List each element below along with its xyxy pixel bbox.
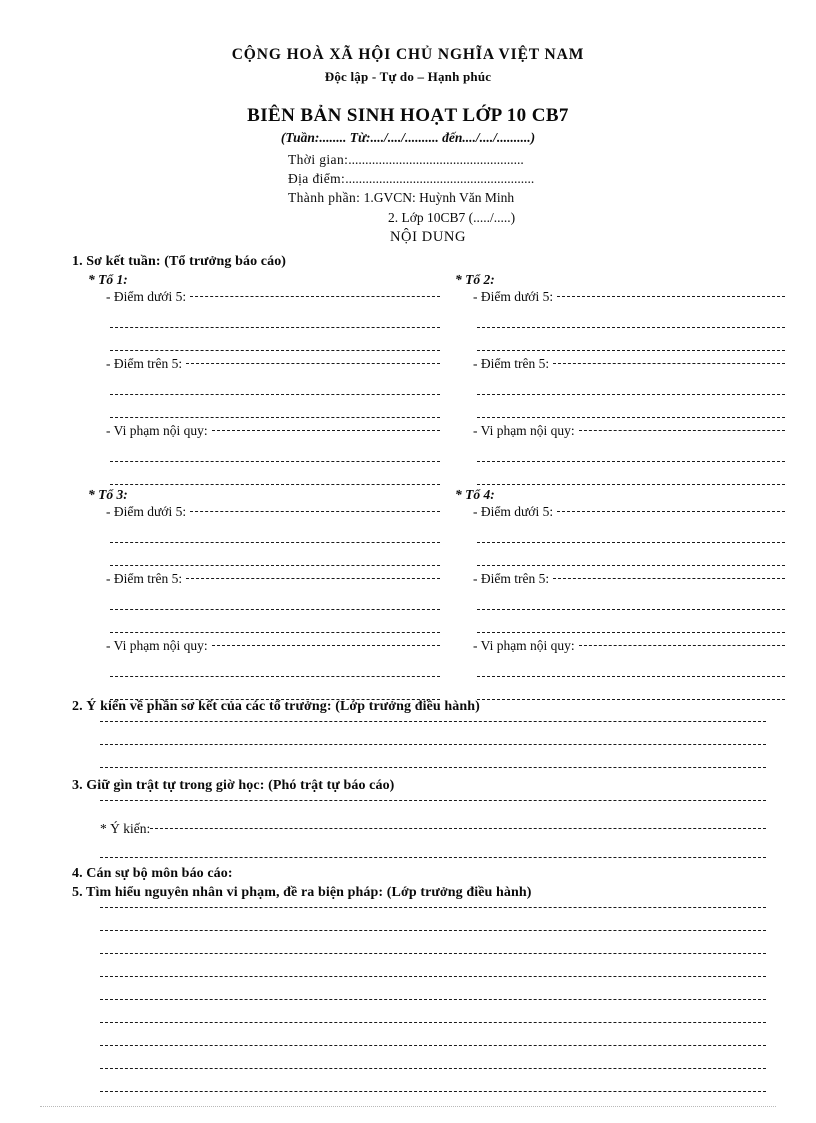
- meta-row-time: [288, 150, 588, 169]
- group-block-1: [88, 272, 440, 485]
- fill-line[interactable]: [553, 578, 785, 579]
- national-title: CỘNG HOÀ XÃ HỘI CHỦ NGHĨA VIỆT NAM: [231, 46, 585, 63]
- content-heading: NỘI DUNG: [389, 228, 467, 245]
- group-1-above5: [88, 356, 440, 372]
- group-2-title: * Tổ 2:: [455, 271, 495, 287]
- fill-line[interactable]: [579, 430, 785, 431]
- meta-row-participants: [288, 188, 588, 207]
- section-3-opinion-label: * Ý kiến:: [100, 820, 151, 836]
- week-range-line: (Tuần:........ Từ:..../..../.......... đến..../..../..........): [280, 130, 536, 146]
- section-3-lines: [0, 800, 816, 821]
- group-1-below5-label: - Điểm dưới 5:: [106, 288, 187, 304]
- group-3-above5-label: - Điểm trên 5:: [106, 570, 183, 586]
- section-4-heading: 4. Cán sự bộ môn báo cáo:: [72, 865, 233, 881]
- meta-block: [288, 150, 588, 227]
- section-5-heading: 5. Tìm hiểu nguyên nhân vi phạm, đề ra biện pháp: (Lớp trưởng điều hành): [72, 884, 532, 900]
- fill-line[interactable]: [557, 296, 785, 297]
- group-1-violation-label: - Vi phạm nội quy:: [106, 422, 208, 438]
- group-1-title: * Tổ 1:: [88, 271, 128, 287]
- fill-line[interactable]: [110, 484, 440, 485]
- participants-label: Thành phần:: [288, 190, 361, 206]
- fill-line[interactable]: [212, 645, 440, 646]
- group-block-4: [455, 487, 785, 700]
- group-2-above5-label: - Điểm trên 5:: [473, 355, 550, 371]
- group-3-violation: [88, 638, 440, 654]
- groups-row-2: [0, 487, 816, 699]
- fill-line[interactable]: [477, 699, 785, 700]
- group-1-below5: [88, 289, 440, 305]
- fill-line[interactable]: [190, 511, 440, 512]
- section-5-lines: [0, 907, 816, 1092]
- group-4-below5: [455, 504, 785, 520]
- group-4-above5-label: - Điểm trên 5:: [473, 570, 550, 586]
- fill-line[interactable]: [477, 417, 785, 418]
- fill-line[interactable]: [212, 430, 440, 431]
- group-3-above5: [88, 571, 440, 587]
- fill-line[interactable]: [110, 350, 440, 351]
- fill-line[interactable]: [190, 296, 440, 297]
- fill-line[interactable]: [100, 1091, 766, 1092]
- group-block-3: [88, 487, 440, 700]
- section-3-heading: 3. Giữ gìn trật tự trong giờ học: (Phó trật tự báo cáo): [72, 777, 395, 793]
- participant-class: 2. Lớp 10CB7 (...../.....): [388, 209, 516, 225]
- group-4-below5-label: - Điểm dưới 5:: [473, 503, 554, 519]
- section-3-opinion: [100, 821, 766, 837]
- fill-line[interactable]: [100, 767, 766, 768]
- fill-line[interactable]: [477, 484, 785, 485]
- fill-line[interactable]: [100, 857, 766, 858]
- section-2-heading: 2. Ý kiến về phần sơ kết của các tổ trưởng: (Lớp trưởng điều hành): [72, 698, 480, 714]
- fill-line[interactable]: [150, 828, 766, 829]
- group-3-title: * Tổ 3:: [88, 486, 128, 502]
- group-1-above5-label: - Điểm trên 5:: [106, 355, 183, 371]
- fill-line[interactable]: [579, 645, 785, 646]
- fill-line[interactable]: [110, 632, 440, 633]
- group-3-violation-label: - Vi phạm nội quy:: [106, 637, 208, 653]
- fill-line[interactable]: [110, 565, 440, 566]
- place-dots: ........................................................: [345, 171, 535, 187]
- fill-line[interactable]: [186, 578, 440, 579]
- page-footer-rule: [40, 1106, 776, 1107]
- group-3-below5: [88, 504, 440, 520]
- fill-line[interactable]: [553, 363, 785, 364]
- fill-line[interactable]: [110, 417, 440, 418]
- meta-row-class: [288, 208, 588, 227]
- time-dots: ....................................................: [348, 152, 524, 168]
- fill-line[interactable]: [477, 632, 785, 633]
- group-4-violation-label: - Vi phạm nội quy:: [473, 637, 575, 653]
- place-label: Địa điểm:: [288, 171, 346, 187]
- document-title: BIÊN BẢN SINH HOẠT LỚP 10 CB7: [247, 105, 569, 127]
- group-4-above5: [455, 571, 785, 587]
- group-3-below5-label: - Điểm dưới 5:: [106, 503, 187, 519]
- group-2-below5-label: - Điểm dưới 5:: [473, 288, 554, 304]
- fill-line[interactable]: [557, 511, 785, 512]
- national-motto: Độc lập - Tự do – Hạnh phúc: [324, 69, 492, 85]
- fill-line[interactable]: [477, 350, 785, 351]
- group-2-above5: [455, 356, 785, 372]
- group-2-below5: [455, 289, 785, 305]
- fill-line[interactable]: [186, 363, 440, 364]
- participant-teacher: 1.GVCN: Huỳnh Văn Minh: [363, 190, 515, 206]
- groups-row-1: [0, 272, 816, 485]
- fill-line[interactable]: [110, 699, 440, 700]
- section-2-lines: [0, 721, 816, 768]
- section-1-heading: 1. Sơ kết tuần: (Tổ trưởng báo cáo): [72, 253, 287, 269]
- document-header: [0, 0, 816, 146]
- fill-line[interactable]: [477, 565, 785, 566]
- group-2-violation-label: - Vi phạm nội quy:: [473, 422, 575, 438]
- group-1-violation: [88, 423, 440, 439]
- meta-row-place: [288, 169, 588, 188]
- group-4-violation: [455, 638, 785, 654]
- group-2-violation: [455, 423, 785, 439]
- group-block-2: [455, 272, 785, 485]
- time-label: Thời gian:: [288, 152, 349, 168]
- group-4-title: * Tổ 4:: [455, 486, 495, 502]
